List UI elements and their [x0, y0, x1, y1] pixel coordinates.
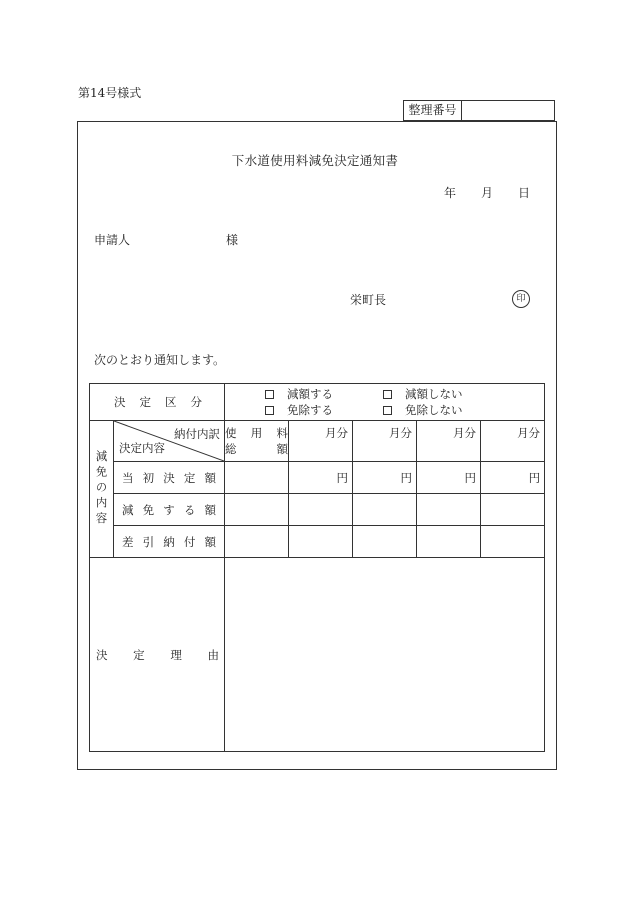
amount-cell[interactable] — [353, 494, 417, 526]
header-row — [90, 421, 545, 462]
usage-total-header: 使 用 料 総 額 — [225, 421, 289, 462]
amount-cell[interactable] — [289, 494, 353, 526]
table-row — [90, 526, 545, 558]
month-header-4: 月分 — [481, 421, 545, 462]
seiri-number-box — [403, 100, 555, 121]
option-exempt[interactable]: 免除する — [265, 403, 383, 417]
amount-cell[interactable]: 円 — [417, 462, 481, 494]
decision-category-label: 決 定 区 分 — [114, 395, 202, 409]
form-number: 第14号様式 — [78, 86, 142, 100]
usage-total-reduction[interactable] — [225, 494, 289, 526]
month-header-1: 月分 — [289, 421, 353, 462]
seal-mark: 印 — [512, 290, 530, 308]
checkbox[interactable] — [265, 406, 274, 415]
intro-text: 次のとおり通知します。 — [94, 353, 226, 367]
date-day: 日 — [518, 186, 531, 200]
amount-cell[interactable] — [481, 494, 545, 526]
amount-cell[interactable] — [481, 526, 545, 558]
table-row — [90, 494, 545, 526]
decision-content-label: 決定内容 — [119, 441, 165, 455]
document-title: 下水道使用料減免決定通知書 — [231, 153, 399, 168]
usage-total-initial[interactable] — [225, 462, 289, 494]
amount-cell[interactable] — [417, 526, 481, 558]
reason-label: 決 定 理 由 — [96, 647, 219, 662]
option-no-exempt[interactable]: 免除しない — [383, 403, 544, 417]
month-header-2: 月分 — [353, 421, 417, 462]
decision-options-cell — [225, 384, 545, 421]
usage-total-net[interactable] — [225, 526, 289, 558]
option-reduce[interactable]: 減額する — [265, 387, 383, 401]
month-header-3: 月分 — [417, 421, 481, 462]
amount-cell[interactable]: 円 — [353, 462, 417, 494]
row-label-initial: 当 初 決 定 額 — [114, 462, 225, 494]
decision-category-label-cell — [90, 384, 225, 421]
amount-cell[interactable]: 円 — [289, 462, 353, 494]
checkbox[interactable] — [383, 390, 392, 399]
decision-table — [89, 383, 545, 752]
seiri-number-label: 整理番号 — [404, 101, 462, 120]
decision-category-row — [90, 384, 545, 421]
reason-field[interactable] — [225, 558, 545, 752]
side-label-cell — [90, 421, 114, 558]
side-label: 減免の内容 — [94, 450, 109, 528]
diagonal-header-cell — [114, 421, 225, 462]
reason-label-cell — [90, 558, 225, 752]
applicant-honorific: 様 — [226, 233, 239, 247]
reason-row — [90, 558, 545, 752]
date-month: 月 — [481, 186, 494, 200]
date-row — [444, 184, 530, 201]
seiri-number-field[interactable] — [462, 101, 554, 120]
checkbox[interactable] — [383, 406, 392, 415]
option-no-reduce[interactable]: 減額しない — [383, 387, 544, 401]
amount-cell[interactable] — [289, 526, 353, 558]
breakdown-label: 納付内訳 — [174, 427, 220, 441]
table-row — [90, 462, 545, 494]
row-label-net: 差 引 納 付 額 — [114, 526, 225, 558]
checkbox[interactable] — [265, 390, 274, 399]
issuer-name: 栄町長 — [350, 293, 387, 307]
applicant-label: 申請人 — [94, 233, 131, 247]
amount-cell[interactable] — [417, 494, 481, 526]
date-year: 年 — [444, 186, 457, 200]
amount-cell[interactable] — [353, 526, 417, 558]
row-label-reduction: 減 免 す る 額 — [114, 494, 225, 526]
amount-cell[interactable]: 円 — [481, 462, 545, 494]
